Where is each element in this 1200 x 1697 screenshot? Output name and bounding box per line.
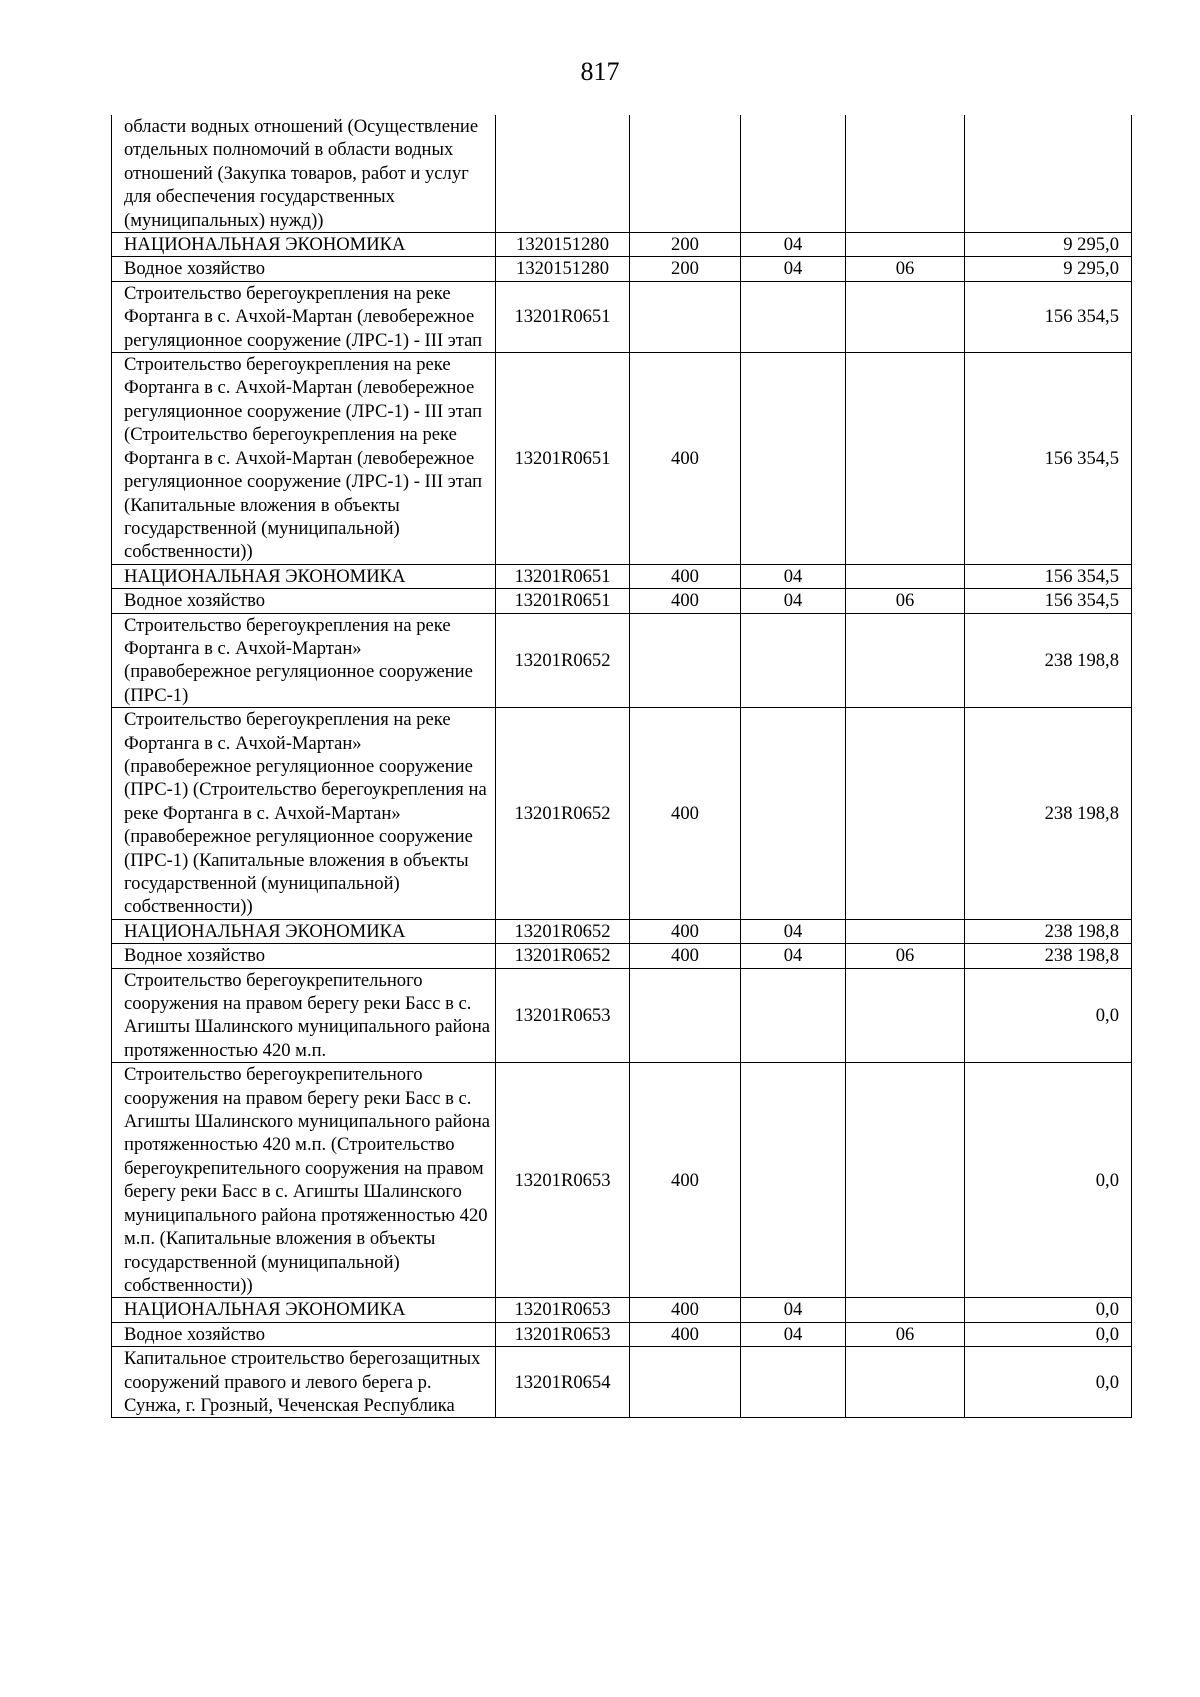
row-section-cell (741, 968, 846, 1063)
row-name-cell: Строительство берегоукрепления на реке Фортанга в с. Ачхой-Мартан (левобережное регуляционное сооружение (ЛРС-1) - III этап (112, 281, 496, 352)
row-section-cell (741, 613, 846, 708)
row-name-cell: НАЦИОНАЛЬНАЯ ЭКОНОМИКА (112, 1298, 496, 1322)
row-name-cell: Водное хозяйство (112, 257, 496, 281)
table-row (112, 1347, 1132, 1418)
row-amount-cell: 238 198,8 (965, 613, 1132, 708)
row-section-cell (741, 1347, 846, 1418)
row-subsection-cell (846, 1347, 965, 1418)
row-name-cell: Водное хозяйство (112, 589, 496, 613)
row-subsection-cell (846, 968, 965, 1063)
row-section-cell: 04 (741, 589, 846, 613)
row-subsection-cell: 06 (846, 1322, 965, 1346)
row-expense-type-cell (630, 281, 741, 352)
row-section-cell: 04 (741, 919, 846, 943)
row-subsection-cell: 06 (846, 257, 965, 281)
row-code-cell: 13201R0651 (496, 281, 630, 352)
row-expense-type-cell: 400 (630, 708, 741, 920)
row-amount-cell: 156 354,5 (965, 564, 1132, 588)
table-row (112, 353, 1132, 565)
row-section-cell (741, 1063, 846, 1298)
row-expense-type-cell: 400 (630, 1322, 741, 1346)
row-expense-type-cell (630, 115, 741, 233)
row-code-cell: 13201R0654 (496, 1347, 630, 1418)
table-row (112, 1063, 1132, 1298)
row-expense-type-cell: 400 (630, 919, 741, 943)
row-expense-type-cell (630, 1347, 741, 1418)
page-number: 817 (580, 57, 620, 86)
row-subsection-cell (846, 613, 965, 708)
row-expense-type-cell: 400 (630, 1298, 741, 1322)
row-amount-cell: 156 354,5 (965, 281, 1132, 352)
row-code-cell: 13201R0651 (496, 353, 630, 565)
row-code-cell: 13201R0652 (496, 708, 630, 920)
row-section-cell (741, 708, 846, 920)
row-amount-cell: 0,0 (965, 1322, 1132, 1346)
table-row (112, 233, 1132, 257)
row-section-cell: 04 (741, 564, 846, 588)
table-row (112, 589, 1132, 613)
table-row (112, 281, 1132, 352)
row-section-cell (741, 115, 846, 233)
row-amount-cell: 156 354,5 (965, 353, 1132, 565)
row-expense-type-cell: 400 (630, 353, 741, 565)
row-code-cell (496, 115, 630, 233)
row-code-cell: 13201R0653 (496, 1322, 630, 1346)
table-row (112, 257, 1132, 281)
row-code-cell: 13201R0651 (496, 589, 630, 613)
row-subsection-cell (846, 353, 965, 565)
row-name-cell: Капитальное строительство берегозащитных сооружений правого и левого берега р. Сунжа, г. Грозный, Чеченская Республика (112, 1347, 496, 1418)
table-row (112, 613, 1132, 708)
row-section-cell (741, 281, 846, 352)
row-subsection-cell (846, 1298, 965, 1322)
row-subsection-cell (846, 1063, 965, 1298)
row-subsection-cell (846, 919, 965, 943)
row-name-cell: Строительство берегоукрепления на реке Фортанга в с. Ачхой-Мартан» (правобережное регуляционное сооружение (ПРС-1) (112, 613, 496, 708)
row-code-cell: 1320151280 (496, 257, 630, 281)
row-section-cell (741, 353, 846, 565)
row-code-cell: 13201R0652 (496, 919, 630, 943)
row-amount-cell (965, 115, 1132, 233)
row-name-cell: Строительство берегоукрепления на реке Фортанга в с. Ачхой-Мартан» (правобережное регуляционное сооружение (ПРС-1) (Строительство берегоукрепления на реке Фортанга в с. Ачхой-Мартан» (правобережное регуляционное сооружение (ПРС-1) (Капитальные вложения в объекты государственной (муниципальной) собственности)) (112, 708, 496, 920)
row-section-cell: 04 (741, 233, 846, 257)
row-subsection-cell: 06 (846, 589, 965, 613)
table-row (112, 1322, 1132, 1346)
row-name-cell: Водное хозяйство (112, 1322, 496, 1346)
row-subsection-cell (846, 115, 965, 233)
row-amount-cell: 0,0 (965, 1347, 1132, 1418)
row-section-cell: 04 (741, 944, 846, 968)
row-expense-type-cell: 400 (630, 944, 741, 968)
row-name-cell: Водное хозяйство (112, 944, 496, 968)
row-expense-type-cell: 200 (630, 257, 741, 281)
table-row (112, 944, 1132, 968)
row-code-cell: 13201R0651 (496, 564, 630, 588)
row-amount-cell: 0,0 (965, 1063, 1132, 1298)
row-amount-cell: 238 198,8 (965, 708, 1132, 920)
row-subsection-cell (846, 281, 965, 352)
row-section-cell: 04 (741, 1298, 846, 1322)
row-name-cell: НАЦИОНАЛЬНАЯ ЭКОНОМИКА (112, 919, 496, 943)
row-section-cell: 04 (741, 257, 846, 281)
row-amount-cell: 156 354,5 (965, 589, 1132, 613)
row-expense-type-cell: 200 (630, 233, 741, 257)
row-expense-type-cell: 400 (630, 564, 741, 588)
row-code-cell: 1320151280 (496, 233, 630, 257)
table-row (112, 1298, 1132, 1322)
row-name-cell: НАЦИОНАЛЬНАЯ ЭКОНОМИКА (112, 564, 496, 588)
row-amount-cell: 238 198,8 (965, 919, 1132, 943)
row-code-cell: 13201R0653 (496, 968, 630, 1063)
row-amount-cell: 0,0 (965, 968, 1132, 1063)
row-name-cell: НАЦИОНАЛЬНАЯ ЭКОНОМИКА (112, 233, 496, 257)
budget-table-body (112, 115, 1132, 1418)
row-code-cell: 13201R0653 (496, 1063, 630, 1298)
row-name-cell: области водных отношений (Осуществление отдельных полномочий в области водных отношений (Закупка товаров, работ и услуг для обеспечения государственных (муниципальных) нужд)) (112, 115, 496, 233)
row-subsection-cell (846, 233, 965, 257)
table-row (112, 115, 1132, 233)
row-amount-cell: 9 295,0 (965, 257, 1132, 281)
table-row (112, 968, 1132, 1063)
row-code-cell: 13201R0652 (496, 613, 630, 708)
row-name-cell: Строительство берегоукрепительного сооружения на правом берегу реки Басс в с. Агишты Шалинского муниципального района протяженностью 420 м.п. (Строительство берегоукрепительного сооружения на правом берегу реки Басс в с. Агишты Шалинского муниципального района протяженностью 420 м.п. (Капитальные вложения в объекты государственной (муниципальной) собственности)) (112, 1063, 496, 1298)
row-code-cell: 13201R0653 (496, 1298, 630, 1322)
table-row (112, 919, 1132, 943)
table-row (112, 564, 1132, 588)
row-subsection-cell: 06 (846, 944, 965, 968)
row-amount-cell: 9 295,0 (965, 233, 1132, 257)
row-code-cell: 13201R0652 (496, 944, 630, 968)
row-name-cell: Строительство берегоукрепления на реке Фортанга в с. Ачхой-Мартан (левобережное регуляционное сооружение (ЛРС-1) - III этап (Строительство берегоукрепления на реке Фортанга в с. Ачхой-Мартан (левобережное регуляционное сооружение (ЛРС-1) - III этап (Капитальные вложения в объекты государственной (муниципальной) собственности)) (112, 353, 496, 565)
row-expense-type-cell (630, 613, 741, 708)
table-row (112, 708, 1132, 920)
row-expense-type-cell: 400 (630, 589, 741, 613)
row-section-cell: 04 (741, 1322, 846, 1346)
row-amount-cell: 0,0 (965, 1298, 1132, 1322)
row-subsection-cell (846, 708, 965, 920)
budget-table (111, 115, 1132, 1418)
row-name-cell: Строительство берегоукрепительного сооружения на правом берегу реки Басс в с. Агишты Шалинского муниципального района протяженностью 420 м.п. (112, 968, 496, 1063)
row-expense-type-cell (630, 968, 741, 1063)
row-subsection-cell (846, 564, 965, 588)
row-amount-cell: 238 198,8 (965, 944, 1132, 968)
row-expense-type-cell: 400 (630, 1063, 741, 1298)
